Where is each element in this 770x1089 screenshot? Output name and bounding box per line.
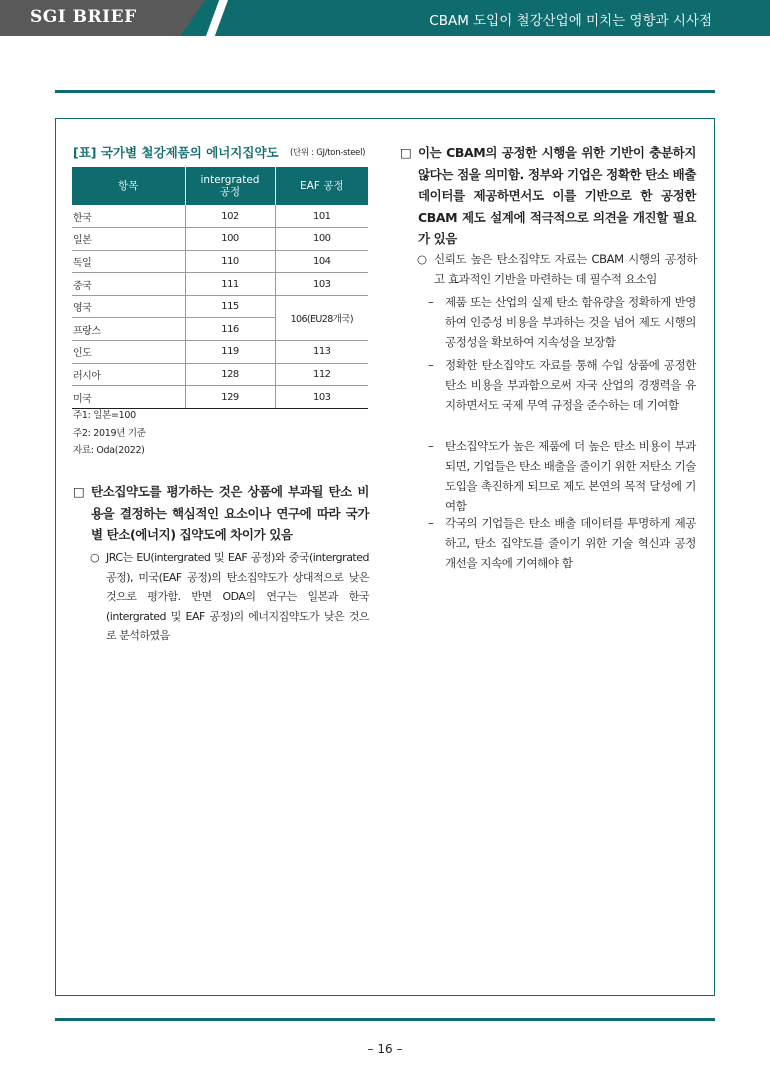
right-paragraph-sub-text: 신뢰도 높은 탄소집약도 자료는 CBAM 시행의 공정하고 효과적인 기반을 마련하는 데 필수적 요소임	[434, 252, 697, 286]
cell-country: 한국	[72, 205, 185, 228]
right-paragraph-sub	[417, 249, 697, 289]
cell-integrated: 128	[185, 363, 275, 386]
cell-integrated: 116	[185, 318, 275, 341]
brand-logo-text: SGI BRIEF	[30, 7, 137, 27]
note-source: 자료: Oda(2022)	[73, 445, 145, 456]
note-2: 주2: 2019년 기준	[73, 427, 146, 439]
table-row	[72, 250, 368, 273]
header-eaf: EAF 공정	[275, 167, 368, 205]
bottom-rule	[55, 1018, 715, 1021]
right-paragraph-main	[400, 142, 696, 250]
right-dash-item-1	[428, 292, 696, 352]
page-header	[0, 0, 770, 36]
note-1: 주1: 일본=100	[73, 410, 136, 421]
right-dash-item-3	[428, 436, 696, 516]
dash-bullet-icon: –	[428, 295, 434, 309]
cell-eaf-merged: 106(EU28개국)	[275, 295, 368, 340]
cell-country: 독일	[72, 250, 185, 273]
table-row	[72, 228, 368, 251]
header-divider	[206, 0, 228, 36]
dash-item-text: 탄소집약도가 높은 제품에 더 높은 탄소 비용이 부과되면, 기업들은 탄소 배출을 줄이기 위한 저탄소 기술 도입을 촉진하게 되므로 제도 본연의 목적 달성에 기여함	[445, 439, 696, 513]
cell-eaf: 112	[275, 363, 368, 386]
right-dash-item-4	[428, 513, 696, 573]
cell-integrated: 102	[185, 205, 275, 228]
dash-item-text: 각국의 기업들은 탄소 배출 데이터를 투명하게 제공하고, 탄소 집약도를 줄이기 위한 기술 혁신과 공정 개선을 지속에 기여해야 함	[445, 516, 696, 570]
document-title: CBAM 도입이 철강산업에 미치는 영향과 시사점	[429, 13, 712, 29]
cell-country: 일본	[72, 228, 185, 251]
cell-country: 프랑스	[72, 318, 185, 341]
cell-country: 중국	[72, 273, 185, 296]
dash-bullet-icon: –	[428, 439, 434, 453]
cell-integrated: 119	[185, 341, 275, 364]
cell-country: 인도	[72, 341, 185, 364]
table-row	[72, 273, 368, 296]
dash-bullet-icon: –	[428, 516, 434, 530]
page-number: – 16 –	[367, 1042, 403, 1056]
table-header-row	[72, 167, 368, 205]
right-paragraph-main-text: 이는 CBAM의 공정한 시행을 위한 기반이 충분하지 않다는 점을 의미함. 정부와 기업은 정확한 탄소 배출 데이터를 제공하면서도 이를 기반으로 한 공정한 CBAM 제도 설계에 적극적으로 의견을 개진할 필요가 있음	[418, 145, 696, 246]
dash-item-text: 제품 또는 산업의 실제 탄소 함유량을 정확하게 반영하여 인증성 비용을 부과하는 것을 넘어 제도 시행의 공정성을 확보하여 지속성을 보장함	[445, 295, 696, 349]
cell-integrated: 111	[185, 273, 275, 296]
header-item: 항목	[72, 167, 185, 205]
cell-eaf: 100	[275, 228, 368, 251]
right-dash-item-2	[428, 355, 696, 415]
cell-integrated: 115	[185, 295, 275, 318]
cell-eaf: 101	[275, 205, 368, 228]
cell-eaf: 103	[275, 273, 368, 296]
square-bullet-icon: □	[400, 145, 412, 160]
left-paragraph-main	[73, 481, 369, 546]
table-row	[72, 341, 368, 364]
cell-country: 미국	[72, 386, 185, 409]
circle-bullet-icon: ○	[90, 551, 100, 564]
cell-integrated: 129	[185, 386, 275, 409]
header-integrated-label: intergrated 공정	[200, 174, 260, 198]
cell-eaf: 113	[275, 341, 368, 364]
top-rule	[55, 90, 715, 93]
left-paragraph-main-text: 탄소집약도를 평가하는 것은 상품에 부과될 탄소 비용을 결정하는 핵심적인 요소이나 연구에 따라 국가별 탄소(에너지) 집약도에 차이가 있음	[91, 484, 369, 542]
cell-country: 러시아	[72, 363, 185, 386]
header-integrated	[185, 167, 275, 205]
circle-bullet-icon: ○	[417, 252, 427, 266]
cell-eaf: 103	[275, 386, 368, 409]
table-unit: (단위 : GJ/ton-steel)	[290, 148, 366, 158]
left-paragraph-sub-text: JRC는 EU(intergrated 및 EAF 공정)와 중국(intergrated 공정), 미국(EAF 공정)의 탄소집약도가 상대적으로 낮은 것으로 평가함. 반면 ODA의 연구는 일본과 한국(intergrated 및 EAF 공정)의 에너지집약도가 낮은 것으로 분석하였음	[106, 551, 369, 642]
left-paragraph-sub	[90, 548, 369, 646]
table-notes	[73, 407, 146, 460]
cell-eaf: 104	[275, 250, 368, 273]
table-caption: [표] 국가별 철강제품의 에너지집약도	[73, 145, 279, 160]
cell-integrated: 110	[185, 250, 275, 273]
table-row	[72, 386, 368, 409]
table-row	[72, 363, 368, 386]
dash-item-text: 정확한 탄소집약도 자료를 통해 수입 상품에 공정한 탄소 비용을 부과함으로써 자국 산업의 경쟁력을 유지하면서도 국제 무역 규정을 준수하는 데 기여함	[445, 358, 696, 412]
cell-country: 영국	[72, 295, 185, 318]
square-bullet-icon: □	[73, 484, 85, 499]
energy-intensity-table	[72, 167, 368, 409]
cell-integrated: 100	[185, 228, 275, 251]
table-row	[72, 205, 368, 228]
table-row	[72, 295, 368, 318]
dash-bullet-icon: –	[428, 358, 434, 372]
